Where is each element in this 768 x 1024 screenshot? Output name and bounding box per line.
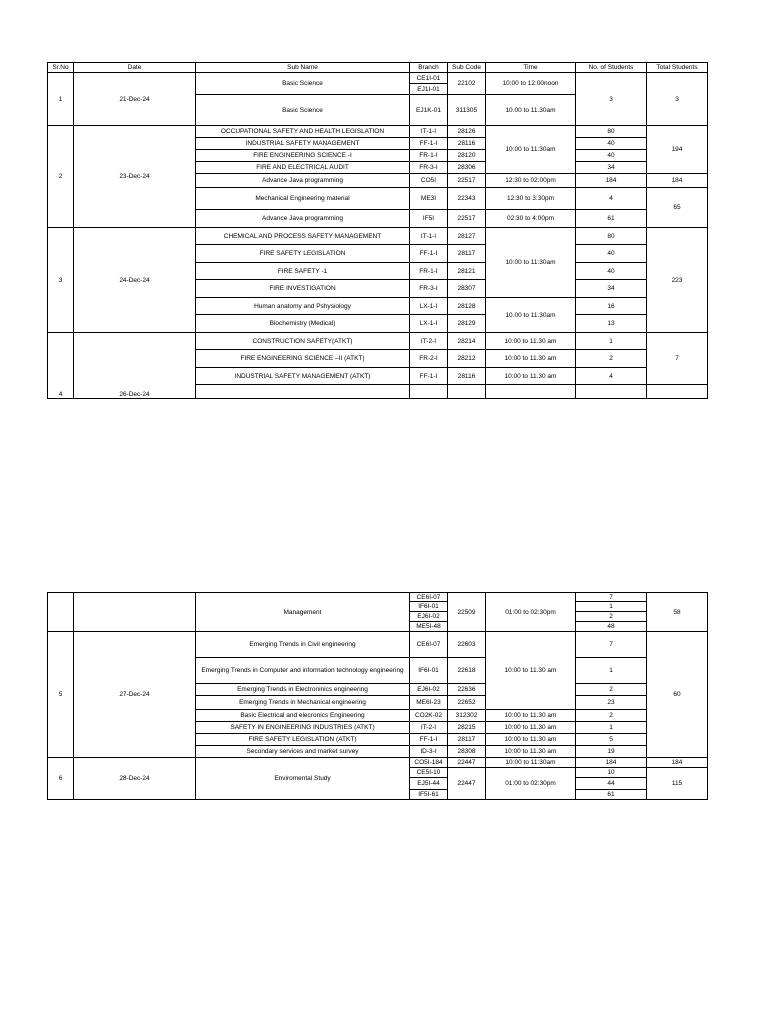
branch: LX-1-I: [410, 298, 448, 315]
exam-schedule-table-1: [47, 62, 708, 399]
total-students: 194: [647, 126, 708, 174]
students: 61: [576, 210, 647, 228]
branch: CE5I-10: [410, 768, 448, 778]
table-row: [48, 228, 708, 245]
branch: EJ6I-02: [410, 684, 448, 696]
students: 19: [576, 746, 647, 758]
header-sub-name: Sub Name: [196, 63, 410, 73]
date-cell: 24-Dec-24: [74, 228, 196, 333]
sub-code: 22517: [448, 210, 486, 228]
sub-name: Management: [196, 593, 410, 632]
branch: LX-1-I: [410, 315, 448, 333]
total-students: 184: [647, 174, 708, 188]
students: 1: [576, 333, 647, 350]
sub-name: FIRE SAFETY LEGISLATION: [196, 245, 410, 263]
sub-code: 22343: [448, 188, 486, 210]
time: 01:00 to 02:30pm: [486, 768, 576, 800]
branch: CE6I-07: [410, 632, 448, 658]
students: 2: [576, 710, 647, 722]
branch: FR-1-I: [410, 150, 448, 162]
branch: CE6I-07: [410, 593, 448, 602]
table-row: [48, 758, 708, 768]
branch: FF-1-I: [410, 734, 448, 746]
sub-code: 22517: [448, 174, 486, 188]
sub-name: SAFETY IN ENGINEERING INDUSTRIES (ATKT): [196, 722, 410, 734]
sub-code: 22509: [448, 593, 486, 632]
branch: CO5I-184: [410, 758, 448, 768]
branch: FF-1-I: [410, 138, 448, 150]
sub-name: Biochemistry (Medical): [196, 315, 410, 333]
students: 61: [576, 790, 647, 800]
sub-code: 22102: [448, 73, 486, 95]
sub-code: 311305: [448, 95, 486, 126]
students: 48: [576, 622, 647, 632]
table-row: [48, 333, 708, 350]
branch: FR-1-I: [410, 263, 448, 280]
branch: IF6I-01: [410, 658, 448, 684]
date-cell: 21-Dec-24: [74, 73, 196, 126]
total-students: 7: [647, 333, 708, 385]
header-srno: Sr.No: [48, 63, 74, 73]
branch: ME3I: [410, 188, 448, 210]
date-cell: 23-Dec-24: [74, 126, 196, 228]
sub-code: 312302: [448, 710, 486, 722]
sub-name: Emerging Trends in Mechanical engineering: [196, 696, 410, 710]
students: 2: [576, 612, 647, 622]
students: 80: [576, 228, 647, 245]
students: 1: [576, 658, 647, 684]
sub-name: CHEMICAL AND PROCESS SAFETY MANAGEMENT: [196, 228, 410, 245]
table-row: [48, 632, 708, 658]
branch: IF5I-61: [410, 790, 448, 800]
branch: ME6I-23: [410, 696, 448, 710]
header-time: Time: [486, 63, 576, 73]
students: 80: [576, 126, 647, 138]
time: 10:00 to 11.30 am: [486, 333, 576, 350]
branch: ID-3-I: [410, 746, 448, 758]
table-row: [48, 73, 708, 84]
sub-code: 28306: [448, 162, 486, 174]
students: 7: [576, 632, 647, 658]
sub-name: Emerging Trends in Civil engineering: [196, 632, 410, 658]
students: 40: [576, 263, 647, 280]
students: 1: [576, 722, 647, 734]
time: 10.00 to 11.30am: [486, 298, 576, 333]
sr-no: 3: [48, 228, 74, 333]
students: 40: [576, 138, 647, 150]
date-continued: [74, 593, 196, 632]
sub-name: Mechanical Engineering material: [196, 188, 410, 210]
branch: EJ1K-01: [410, 95, 448, 126]
students: 16: [576, 298, 647, 315]
time: 10:00 to 11.30 am: [486, 710, 576, 722]
table-row: [48, 593, 708, 602]
total-students: 60: [647, 632, 708, 758]
sub-name: Emerging Trends in Electroninics engineering: [196, 684, 410, 696]
sub-name: Basic Science: [196, 73, 410, 95]
header-row: [48, 63, 708, 73]
sub-code: 28126: [448, 126, 486, 138]
sub-name: Basic Science: [196, 95, 410, 126]
sub-code: 22447: [448, 768, 486, 800]
sr-no: 1: [48, 73, 74, 126]
sub-name: FIRE INVESTIGATION: [196, 280, 410, 298]
students: 34: [576, 162, 647, 174]
total-students: 184: [647, 758, 708, 768]
sub-code: 22618: [448, 658, 486, 684]
header-sub-code: Sub Code: [448, 63, 486, 73]
sub-code: 28129: [448, 315, 486, 333]
branch: IF5I: [410, 210, 448, 228]
table-row: [48, 126, 708, 138]
branch: CE1I-01: [410, 73, 448, 84]
total-students: 65: [647, 188, 708, 228]
students: 5: [576, 734, 647, 746]
sub-code: 28116: [448, 368, 486, 385]
sub-code: 28121: [448, 263, 486, 280]
students: 1: [576, 602, 647, 612]
total-students: 223: [647, 228, 708, 333]
sub-code: 22447: [448, 758, 486, 768]
sub-name: FIRE SAFETY -1: [196, 263, 410, 280]
branch: EJ5I-44: [410, 778, 448, 790]
students: 23: [576, 696, 647, 710]
sub-name: Emerging Trends in Computer and information technology engineering: [196, 658, 410, 684]
students: 40: [576, 245, 647, 263]
students: 184: [576, 758, 647, 768]
sr-no: 5: [48, 632, 74, 758]
time: 10:00 to 11.30 am: [486, 734, 576, 746]
sr-no-continued: [48, 593, 74, 632]
branch: FR-3-I: [410, 280, 448, 298]
branch: IT-2-I: [410, 333, 448, 350]
total-students: 58: [647, 593, 708, 632]
students: 184: [576, 174, 647, 188]
header-date: Date: [74, 63, 196, 73]
sub-code: 28214: [448, 333, 486, 350]
branch: FF-1-I: [410, 245, 448, 263]
page-section-1: [0, 0, 768, 398]
sub-name: CONSTRUCTION SAFETY(ATKT): [196, 333, 410, 350]
time: 10:00 to 11:30am: [486, 126, 576, 174]
time: 10:00 to 11.30 am: [486, 746, 576, 758]
sub-name: INDUSTRIAL SAFETY MANAGEMENT (ATKT): [196, 368, 410, 385]
sr-no: 2: [48, 126, 74, 228]
time: 01:00 to 02:30pm: [486, 593, 576, 632]
sub-code: 22636: [448, 684, 486, 696]
time: 12:30 to 3:30pm: [486, 188, 576, 210]
branch: IT-2-I: [410, 722, 448, 734]
sub-code: 28307: [448, 280, 486, 298]
branch: IF6I-01: [410, 602, 448, 612]
branch: FR-2-I: [410, 350, 448, 368]
sr-no: 6: [48, 758, 74, 800]
time: 10:00 to 11:30am: [486, 228, 576, 298]
branch: CO5I: [410, 174, 448, 188]
sub-code: 28308: [448, 746, 486, 758]
sub-name: OCCUPATIONAL SAFETY AND HEALTH LEGISLATION: [196, 126, 410, 138]
sub-name: Basic Electrical and elecronics Engineering: [196, 710, 410, 722]
sub-code: 28127: [448, 228, 486, 245]
students: 40: [576, 150, 647, 162]
branch: FR-3-I: [410, 162, 448, 174]
sub-code: 28128: [448, 298, 486, 315]
sub-code: 28117: [448, 734, 486, 746]
time: 10:00 to 11.30 am: [486, 722, 576, 734]
branch: CO2K-02: [410, 710, 448, 722]
students: 44: [576, 778, 647, 790]
sub-code: 22652: [448, 696, 486, 710]
sub-name: Advance Java programming: [196, 174, 410, 188]
students: 13: [576, 315, 647, 333]
date-cell: 27-Dec-24: [74, 632, 196, 758]
branch: ME5I-48: [410, 622, 448, 632]
sub-name: FIRE AND ELECTRICAL AUDIT: [196, 162, 410, 174]
total-students: 3: [647, 73, 708, 126]
students: 4: [576, 368, 647, 385]
header-branch: Branch: [410, 63, 448, 73]
time: 10:00 to 11.30 am: [486, 368, 576, 385]
sub-code: 28212: [448, 350, 486, 368]
sub-code: 22603: [448, 632, 486, 658]
date-cell: 28-Dec-24: [74, 758, 196, 800]
sub-code: 28215: [448, 722, 486, 734]
time: 10:00 to 11:30am: [486, 758, 576, 768]
time: 10.00 to 11.30am: [486, 95, 576, 126]
students: 2: [576, 350, 647, 368]
header-no-of-students: No. of Students: [576, 63, 647, 73]
sub-code: 28117: [448, 245, 486, 263]
sub-name: Secondary services and market survey: [196, 746, 410, 758]
sub-name: FIRE SAFETY LEGISLATION (ATKT): [196, 734, 410, 746]
exam-schedule-table-2: [47, 592, 708, 800]
students: 7: [576, 593, 647, 602]
students: 34: [576, 280, 647, 298]
time: 10:00 to 12:00noon: [486, 73, 576, 95]
time: 12:30 to 02:00pm: [486, 174, 576, 188]
branch: FF-1-I: [410, 368, 448, 385]
total-students: 115: [647, 768, 708, 800]
branch: EJ6I-02: [410, 612, 448, 622]
branch: EJ1I-01: [410, 84, 448, 95]
time: 10:00 to 11.30 am: [486, 632, 576, 710]
sub-code: 28120: [448, 150, 486, 162]
sub-name: FIRE ENGINEERING SCIENCE –II (ATKT): [196, 350, 410, 368]
students: 4: [576, 188, 647, 210]
branch: IT-1-I: [410, 126, 448, 138]
sub-name: Human anatomy and Pshysiology: [196, 298, 410, 315]
date-cell: 26-Dec-24: [74, 333, 196, 399]
sub-name: Advance Java programming: [196, 210, 410, 228]
time: 10:00 to 11.30 am: [486, 350, 576, 368]
branch: IT-1-I: [410, 228, 448, 245]
time: 02:30 to 4:00pm: [486, 210, 576, 228]
sub-code: 28116: [448, 138, 486, 150]
sr-no: 4: [48, 333, 74, 399]
students: 3: [576, 73, 647, 126]
header-total-students: Total Students: [647, 63, 708, 73]
sub-name: INDUSTRIAL SAFETY MANAGEMENT: [196, 138, 410, 150]
sub-name: Enviromental Study: [196, 758, 410, 800]
students: 2: [576, 684, 647, 696]
sub-name: FIRE ENGINEERING SCIENCE -I: [196, 150, 410, 162]
students: 10: [576, 768, 647, 778]
